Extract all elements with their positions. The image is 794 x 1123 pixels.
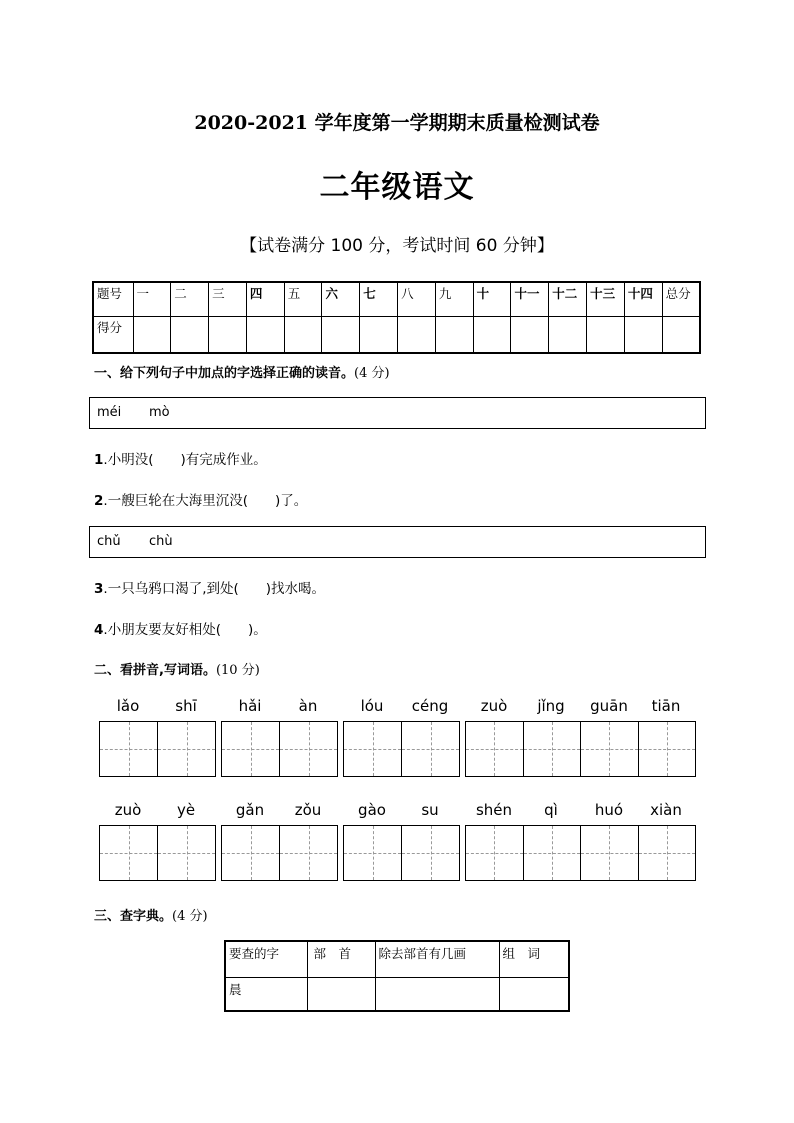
pinyin-label: shī (175, 697, 197, 715)
score-table-header-row (93, 282, 700, 317)
grid-cell[interactable] (222, 826, 280, 880)
grid-cell[interactable] (100, 826, 158, 880)
pinyin-label: tiān (651, 697, 681, 715)
score-col-header: 十 (473, 282, 511, 317)
dict-col-header: 要查的字 (225, 941, 307, 978)
grid-cell[interactable] (100, 722, 158, 776)
pinyin-label: qì (544, 801, 558, 819)
exam-info: 【试卷满分 100 分，考试时间 60 分钟】 (240, 236, 554, 256)
dictionary-table (224, 940, 570, 1012)
pinyin-label: yè (176, 801, 196, 819)
grid-cell[interactable] (466, 722, 524, 776)
score-table (92, 281, 701, 354)
score-cell[interactable] (398, 317, 436, 354)
pinyin-label: huó (594, 801, 624, 819)
section1-title: 一、给下列句子中加点的字选择正确的读音。 (94, 366, 355, 381)
writing-grid[interactable] (343, 825, 460, 881)
pinyin-label: zuò (480, 697, 508, 715)
writing-grid[interactable] (343, 721, 460, 777)
pinyin-label: zǒu (294, 801, 322, 819)
pinyin-options-box-1 (89, 397, 706, 429)
grid-cell[interactable] (402, 826, 459, 880)
dictionary-header-row (225, 941, 569, 978)
section1-heading (94, 362, 390, 381)
writing-grid[interactable] (465, 825, 696, 881)
score-cell[interactable] (435, 317, 473, 354)
score-col-header: 五 (284, 282, 322, 317)
score-cell[interactable] (246, 317, 284, 354)
score-col-header: 十三 (587, 282, 625, 317)
score-cell[interactable] (473, 317, 511, 354)
pinyin-label: lǎo (116, 697, 140, 715)
score-cell[interactable] (322, 317, 360, 354)
question-4 (94, 618, 267, 638)
score-col-header: 六 (322, 282, 360, 317)
grid-cell[interactable] (222, 722, 280, 776)
pinyin-label: lóu (360, 697, 384, 715)
grid-cell[interactable] (402, 722, 459, 776)
grid-cell[interactable] (344, 722, 402, 776)
writing-grid[interactable] (465, 721, 696, 777)
grid-cell[interactable] (639, 722, 696, 776)
writing-grid[interactable] (99, 825, 216, 881)
pinyin-label: gào (358, 801, 386, 819)
writing-grid[interactable] (99, 721, 216, 777)
score-cell[interactable] (662, 317, 700, 354)
exam-title: 2020-2021 学年度第一学期期末质量检测试卷 (194, 112, 600, 134)
question-number: 3 (94, 581, 104, 597)
pinyin-option: chǔ (97, 534, 121, 549)
score-cell[interactable] (209, 317, 247, 354)
grid-cell[interactable] (524, 826, 582, 880)
section3-heading (94, 905, 208, 924)
section2-title: 二、看拼音,写词语。 (94, 663, 216, 678)
pinyin-option: mò (149, 405, 170, 420)
score-row-label: 题号 (93, 282, 133, 317)
score-cell[interactable] (171, 317, 209, 354)
score-cell[interactable] (624, 317, 662, 354)
question-text: .一只乌鸦口渴了,到处( )找水喝。 (103, 581, 326, 597)
dict-col-header: 除去部首有几画 (375, 941, 499, 978)
pinyin-label: zuò (114, 801, 142, 819)
score-cell[interactable] (587, 317, 625, 354)
grid-cell[interactable] (344, 826, 402, 880)
grid-cell[interactable] (466, 826, 524, 880)
grid-cell[interactable] (158, 826, 215, 880)
question-3 (94, 577, 325, 597)
section2-points: (10 分) (215, 663, 260, 678)
question-1 (94, 448, 267, 468)
grid-cell[interactable] (158, 722, 215, 776)
grid-cell[interactable] (581, 826, 639, 880)
dict-answer-cell[interactable] (307, 978, 375, 1012)
score-cell[interactable] (284, 317, 322, 354)
dict-answer-cell[interactable] (375, 978, 499, 1012)
score-col-header: 十二 (549, 282, 587, 317)
question-text: .一艘巨轮在大海里沉没( )了。 (103, 493, 308, 509)
score-cell[interactable] (549, 317, 587, 354)
section3-title: 三、查字典。 (94, 909, 173, 924)
pinyin-label: hǎi (238, 697, 262, 715)
score-col-header: 三 (209, 282, 247, 317)
grid-cell[interactable] (280, 826, 337, 880)
question-number: 2 (94, 493, 104, 509)
pinyin-option: chù (149, 534, 173, 549)
dict-character: 晨 (225, 978, 307, 1012)
pinyin-label: xiàn (650, 801, 682, 819)
score-col-header: 十一 (511, 282, 549, 317)
section2-heading (94, 659, 260, 678)
writing-grid[interactable] (221, 721, 338, 777)
score-col-header: 一 (133, 282, 171, 317)
dict-col-header: 组 词 (499, 941, 569, 978)
pinyin-options-box-2 (89, 526, 706, 558)
score-cell[interactable] (511, 317, 549, 354)
score-col-header: 二 (171, 282, 209, 317)
writing-grid[interactable] (221, 825, 338, 881)
pinyin-label: àn (298, 697, 318, 715)
section1-points: (4 分) (354, 366, 390, 381)
score-col-header: 总分 (662, 282, 700, 317)
pinyin-label: shén (475, 801, 513, 819)
grade-title: 二年级语文 (319, 170, 475, 205)
score-row-label: 得分 (93, 317, 133, 354)
score-col-header: 八 (398, 282, 436, 317)
section3-points: (4 分) (172, 909, 208, 924)
score-col-header: 九 (435, 282, 473, 317)
score-cell[interactable] (133, 317, 171, 354)
pinyin-label: céng (411, 697, 449, 715)
question-number: 1 (94, 452, 104, 468)
question-text: .小朋友要友好相处( )。 (103, 622, 267, 638)
pinyin-label: jǐng (537, 697, 565, 715)
dictionary-answer-row (225, 978, 569, 1012)
pinyin-label: guān (590, 697, 628, 715)
grid-cell[interactable] (280, 722, 337, 776)
score-cell[interactable] (360, 317, 398, 354)
score-table-score-row (93, 317, 700, 354)
dict-col-header: 部 首 (307, 941, 375, 978)
score-col-header: 四 (246, 282, 284, 317)
score-col-header: 七 (360, 282, 398, 317)
question-2 (94, 489, 307, 509)
grid-cell[interactable] (524, 722, 582, 776)
pinyin-label: gǎn (235, 801, 265, 819)
dict-answer-cell[interactable] (499, 978, 569, 1012)
question-number: 4 (94, 622, 104, 638)
grid-cell[interactable] (581, 722, 639, 776)
pinyin-option: méi (97, 405, 122, 420)
score-col-header: 十四 (624, 282, 662, 317)
question-text: .小明没( )有完成作业。 (103, 452, 267, 468)
pinyin-label: su (421, 801, 439, 819)
grid-cell[interactable] (639, 826, 696, 880)
